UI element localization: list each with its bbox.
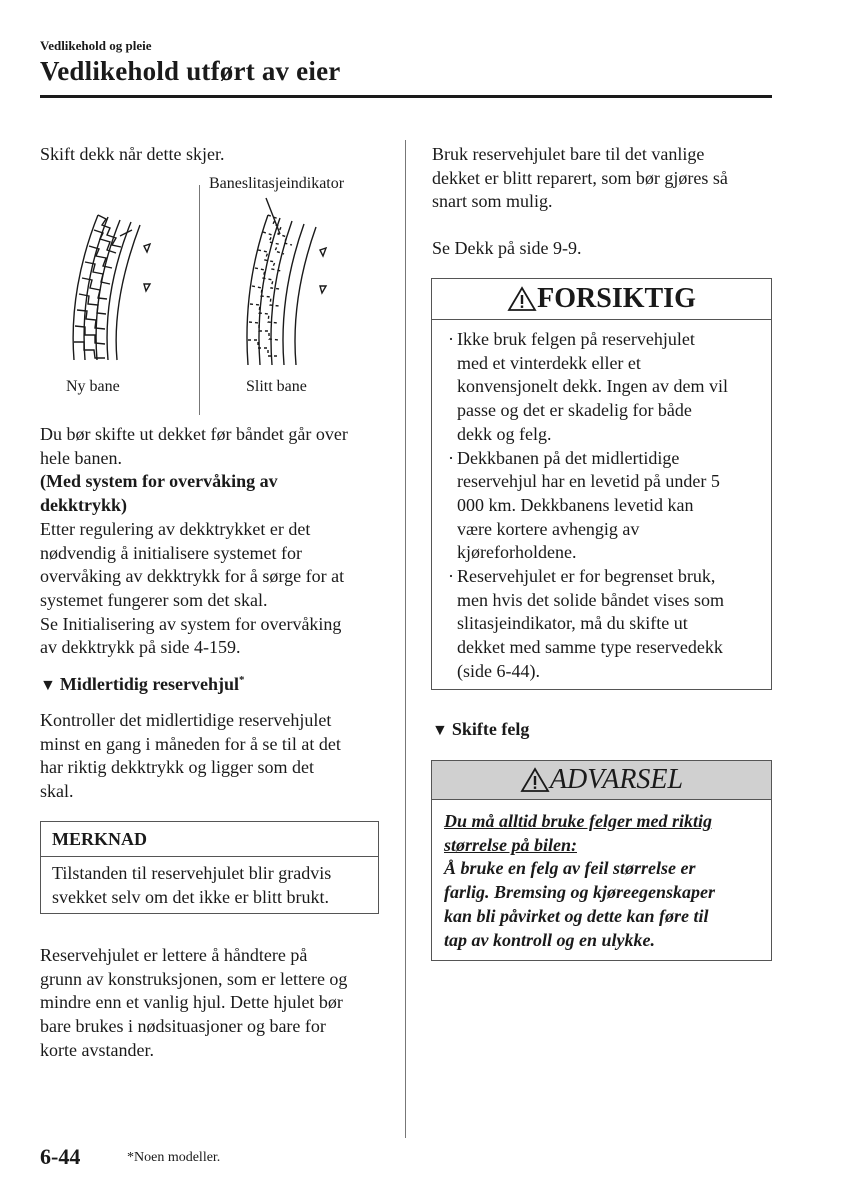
text-line: Reservehjulet er lettere å håndtere på — [40, 945, 308, 965]
warning-header — [432, 761, 771, 800]
text-line: korte avstander. — [40, 1039, 154, 1060]
title-rule — [40, 95, 772, 98]
text-line: mindre enn et vanlig hjul. Dette hjulet bør — [40, 992, 343, 1013]
note-title: MERKNAD — [41, 822, 378, 857]
new-tread-label: Ny bane — [66, 378, 120, 395]
text-line: hele banen. — [40, 447, 122, 468]
note-body — [41, 857, 378, 914]
footnote: *Noen modeller. — [127, 1150, 221, 1165]
warning-triangle-icon — [507, 286, 537, 312]
see-tire-reference: Se Dekk på side 9-9. — [432, 238, 582, 258]
caution-title: FORSIKTIG — [537, 283, 696, 314]
text-line: Du bør skifte ut dekket før båndet går over — [40, 424, 348, 444]
text-line: være kortere avhengig av — [457, 518, 640, 539]
caution-box — [431, 278, 772, 690]
text-line: overvåking av dekktrykk for å sørge for at — [40, 566, 345, 587]
warning-triangle-icon — [520, 767, 550, 793]
spare-usage-paragraph — [432, 143, 777, 214]
page-title: Vedlikehold utført av eier — [40, 56, 341, 86]
bullet-marker: · — [448, 329, 454, 349]
caution-bullet — [448, 447, 761, 566]
new-tread-drawing — [73, 215, 150, 360]
note-box — [40, 821, 379, 914]
text-line: Dekkbanen på det midlertidige — [457, 447, 680, 468]
column-divider — [405, 140, 406, 1138]
text-line: passe og det er skadelig for både — [457, 400, 692, 421]
text-line: Reservehjulet er for begrenset bruk, — [457, 566, 716, 587]
rim-change-heading — [432, 719, 529, 740]
text-line: farlig. Bremsing og kjøreegenskaper — [444, 882, 716, 903]
text-line: men hvis det solide båndet vises som — [457, 589, 724, 610]
warning-body — [432, 800, 771, 952]
caution-bullet — [448, 328, 761, 447]
text-line: (side 6-44). — [457, 660, 540, 681]
text-line: har riktig dekktrykk og ligger som det — [40, 757, 314, 778]
text-line: snart som mulig. — [432, 191, 553, 212]
text-line: minst en gang i måneden for å se til at det — [40, 733, 341, 754]
text-line: bare brukes i nødsituasjoner og bare for — [40, 1016, 326, 1037]
wear-indicator-label: Baneslitasjeindikator — [209, 175, 345, 192]
section-header: Vedlikehold og pleie — [40, 38, 152, 53]
text-line: grunn av konstruksjonen, som er lettere og — [40, 968, 348, 989]
text-line: Kontroller det midlertidige reservehjulet — [40, 710, 332, 730]
text-line: Etter regulering av dekktrykket er det — [40, 518, 311, 539]
text-line: Du må alltid bruke felger med riktig — [444, 811, 712, 831]
text-line: reservehjul har en levetid på under 5 — [457, 471, 720, 492]
text-line: Ikke bruk felgen på reservehjulet — [457, 329, 695, 349]
caution-bullet — [448, 565, 761, 684]
text-line: kan bli påvirket og dette kan føre til — [444, 905, 709, 926]
text-line: nødvendig å initialisere systemet for — [40, 542, 302, 563]
temporary-spare-heading — [40, 674, 244, 695]
text-line: Se Initialisering av system for overvåking — [40, 613, 342, 634]
text-line: Bruk reservehjulet bare til det vanlige — [432, 144, 705, 164]
text-line: av dekktrykk på side 4-159. — [40, 637, 241, 658]
bullet-marker: · — [448, 566, 454, 587]
text-line: dekket med samme type reservedekk — [457, 637, 723, 658]
text-line: systemet fungerer som det skal. — [40, 589, 268, 610]
heading-text: Midlertidig reservehjul — [59, 674, 239, 694]
page-number: 6-44 — [40, 1144, 81, 1169]
text-line: dekk og felg. — [457, 423, 552, 444]
tpms-subheading-line: dekktrykk) — [40, 495, 128, 516]
text-line: Å bruke en felg av feil størrelse er — [444, 858, 696, 879]
text-line: skal. — [40, 781, 74, 802]
triangle-down-icon: ▼ — [40, 677, 56, 694]
tpms-subheading-line: (Med system for overvåking av — [40, 471, 278, 492]
bullet-marker: · — [448, 447, 454, 468]
asterisk: * — [238, 674, 245, 686]
warning-box — [431, 760, 772, 961]
text-line: størrelse på bilen: — [444, 834, 577, 855]
caution-header — [432, 279, 771, 320]
heading-text: Skifte felg — [451, 719, 530, 739]
spare-handling-paragraph — [40, 944, 385, 1063]
text-line: Tilstanden til reservehjulet blir gradvis — [52, 863, 332, 883]
text-line: 000 km. Dekkbanens levetid kan — [457, 494, 694, 515]
tire-change-paragraph — [40, 423, 385, 660]
figure-divider — [199, 185, 200, 415]
text-line: svekket selv om det ikke er blitt brukt. — [52, 886, 329, 907]
text-line: dekket er blitt reparert, som bør gjøres så — [432, 167, 728, 188]
text-line: konvensjonelt dekk. Ingen av dem vil — [457, 376, 728, 397]
text-line: tap av kontroll og en ulykke. — [444, 929, 655, 950]
text-line: slitasjeindikator, må du skifte ut — [457, 613, 688, 634]
warning-title: ADVARSEL — [549, 764, 684, 795]
worn-tread-drawing — [247, 198, 326, 365]
temporary-spare-paragraph — [40, 709, 385, 804]
caution-body — [432, 320, 771, 684]
text-line: kjøreforholdene. — [457, 542, 577, 563]
text-line: med et vinterdekk eller et — [457, 352, 641, 373]
intro-text: Skift dekk når dette skjer. — [40, 144, 225, 164]
triangle-down-icon: ▼ — [432, 722, 448, 739]
worn-tread-label: Slitt bane — [246, 378, 307, 395]
